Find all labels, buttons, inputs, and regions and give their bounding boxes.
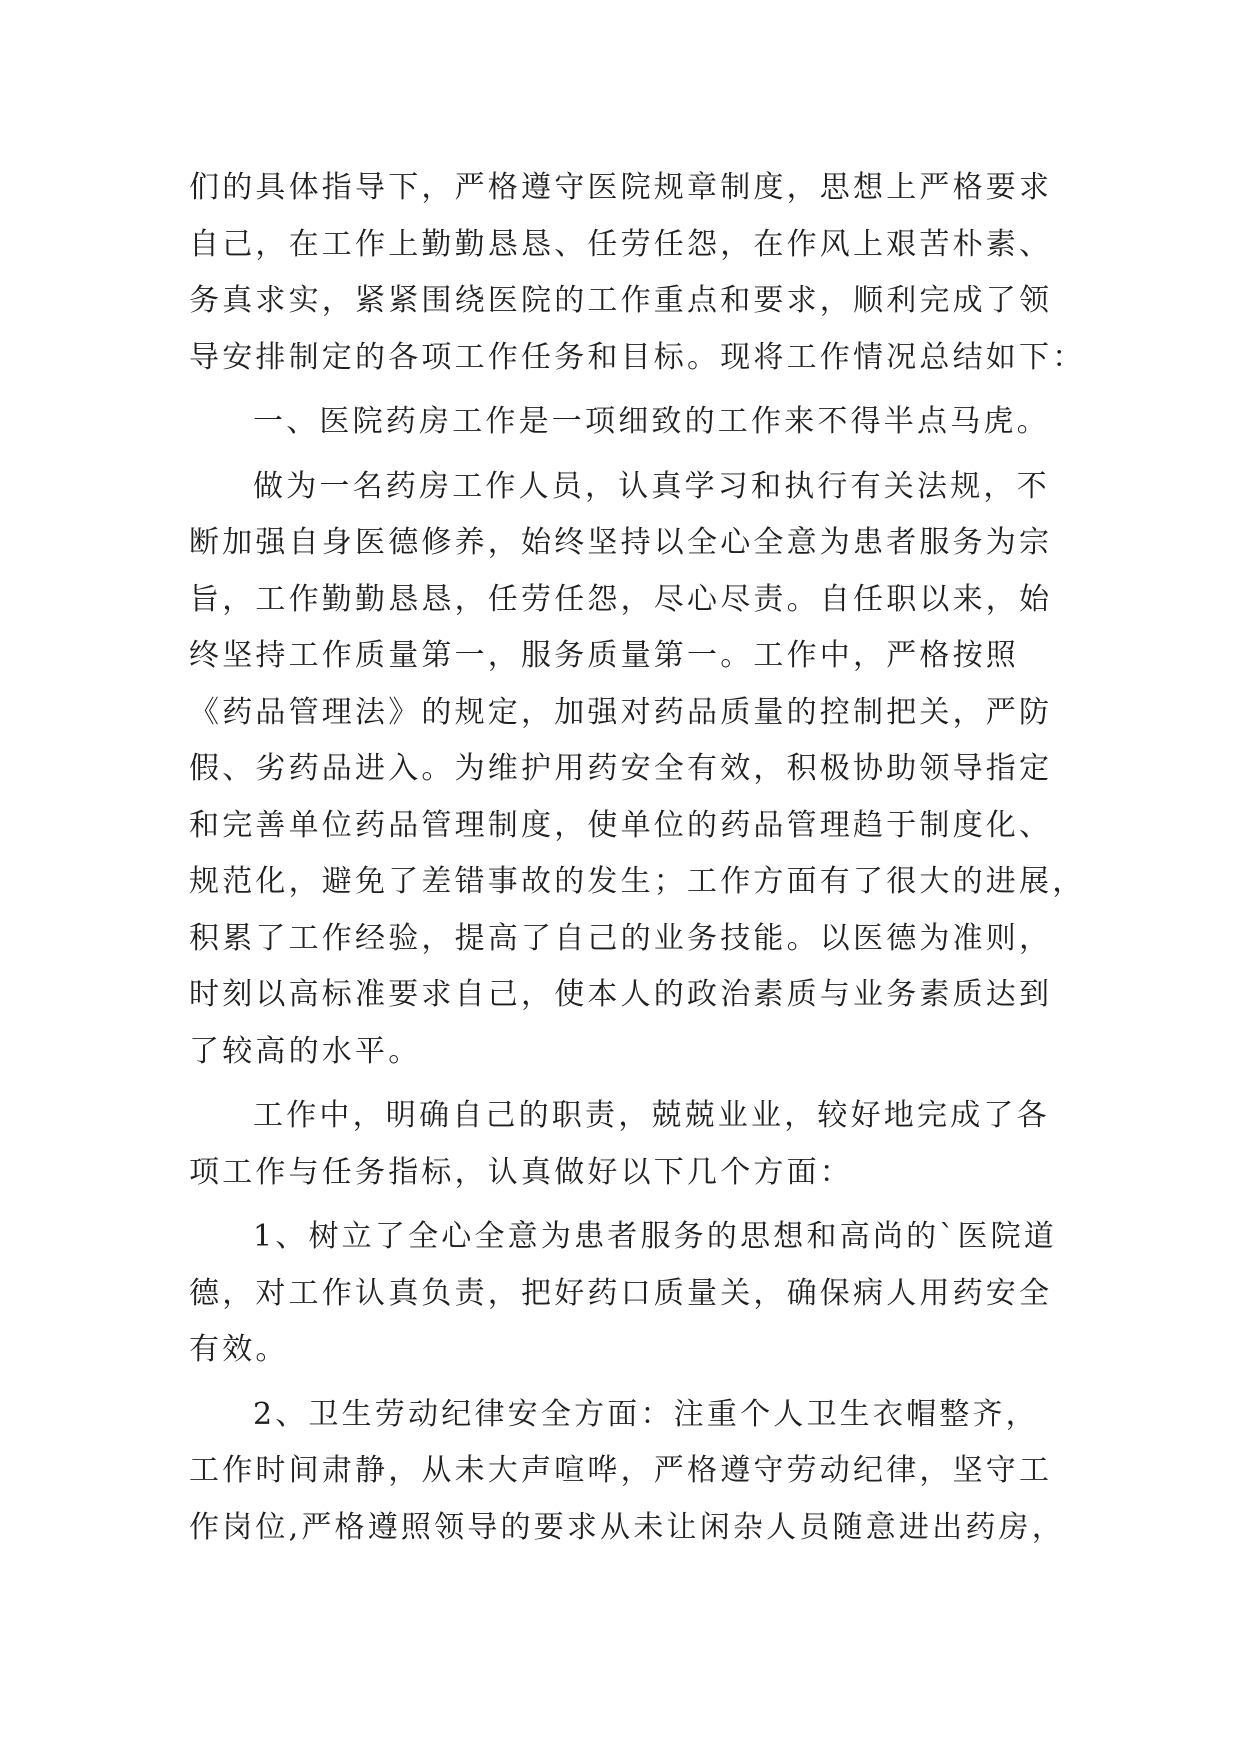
text-line: 断加强自身医德修养，始终坚持以全心全意为患者服务为宗: [189, 525, 1053, 560]
paragraph: [189, 394, 1069, 451]
text-line: 终坚持工作质量第一，服务质量第一。工作中，严格按照: [189, 638, 1019, 673]
text-line: 时刻以高标准要求自己，使本人的政治素质与业务素质达到: [189, 977, 1053, 1012]
paragraph: [189, 160, 1086, 386]
text-line: 做为一名药房工作人员，认真学习和执行有关法规，不: [253, 468, 1050, 504]
text-line: 假、劣药品进入。为维护用药安全有效，积极协助领导指定: [189, 751, 1053, 786]
text-line: 1、树立了全心全意为患者服务的思想和高尚的`医院道: [253, 1219, 1058, 1254]
text-line: 积累了工作经验，提高了自己的业务技能。以医德为准则，: [189, 920, 1053, 956]
text-line: 项工作与任务指标，认真做好以下几个方面：: [189, 1154, 853, 1190]
text-line: 自己，在工作上勤勤恳恳、任劳任怨，在作风上艰苦朴素、: [189, 226, 1053, 262]
text-line: 工作时间肃静，从未大声喧哗，严格遵守劳动纪律，坚守工: [189, 1453, 1053, 1488]
text-line: 作岗位,严格遵照领导的要求从未让闲杂人员随意进出药房，: [189, 1509, 1065, 1545]
text-line: 德，对工作认真负责，把好药口质量关，确保病人用药安全: [189, 1275, 1053, 1311]
text-line: 和完善单位药品管理制度，使单位的药品管理趋于制度化、: [189, 807, 1053, 843]
text-line: 工作中，明确自己的职责，兢兢业业，较好地完成了各: [253, 1098, 1050, 1133]
paragraph: [189, 459, 1086, 1081]
paragraph: [189, 1088, 1069, 1201]
text-line: 们的具体指导下，严格遵守医院规章制度，思想上严格要求: [189, 170, 1053, 205]
text-line: 一、医院药房工作是一项细致的工作来不得半点马虎。: [253, 404, 1050, 439]
text-line: 了较高的水平。: [189, 1033, 422, 1069]
paragraph: [189, 1209, 1069, 1379]
text-line: 务真求实，紧紧围绕医院的工作重点和要求，顺利完成了领: [189, 283, 1053, 318]
paragraph: [189, 1387, 1069, 1557]
text-line: 旨，工作勤勤恳恳，任劳任怨，尽心尽责。自任职以来，始: [189, 581, 1053, 617]
text-line: 导安排制定的各项工作任务和目标。现将工作情况总结如下：: [189, 339, 1086, 375]
text-line: 有效。: [189, 1332, 289, 1367]
text-line: 规范化，避免了差错事故的发生；工作方面有了很大的进展，: [189, 864, 1086, 899]
document-body: [189, 160, 1086, 1556]
text-line: 2、卫生劳动纪律安全方面：注重个人卫生衣帽整齐，: [253, 1396, 1039, 1432]
text-line: 《药品管理法》的规定，加强对药品质量的控制把关，严防: [189, 694, 1053, 730]
